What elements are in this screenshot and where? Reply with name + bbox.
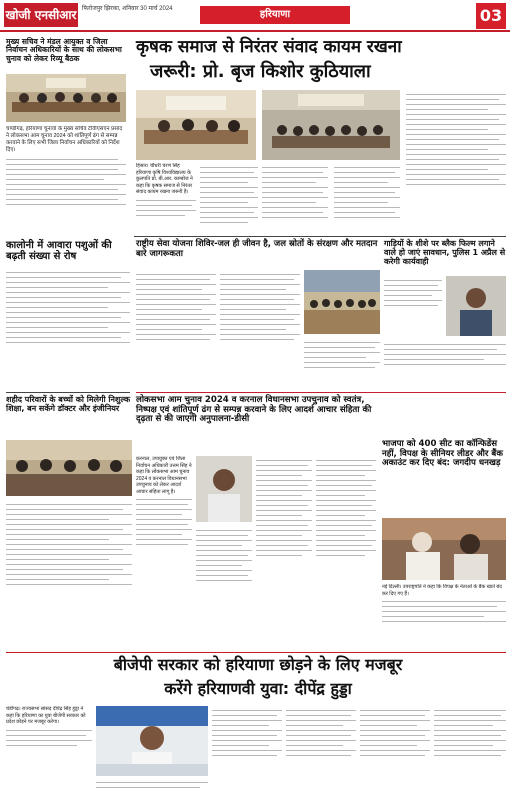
hooda-photo-graphic [96, 706, 208, 776]
photo-dhankhar [382, 518, 506, 580]
event-photo-graphic [136, 90, 256, 160]
column-election-b [196, 526, 252, 646]
page-number: 03 [476, 3, 506, 29]
kuthiala-lead: हिसार। चौधरी चरण सिंह हरियाणा कृषि विश्वविद्यालय के कुलपति प्रो. बी.आर. काम्बोज ने कहा कि कृषक समाज से निरंतर संवाद कायम रखना जरूरी है। [136, 163, 193, 195]
divider-bottom [6, 652, 506, 653]
dc-photo-graphic [196, 456, 252, 522]
column-nss-c [304, 338, 380, 390]
divider-mid-left [6, 392, 130, 393]
column-election-c [256, 456, 312, 646]
photo-kuthiala [136, 90, 256, 160]
photo-dc [196, 456, 252, 522]
column-hooda-c [212, 706, 282, 798]
divider-main [134, 236, 506, 237]
newspaper-logo: खोजी एनसीआर [4, 3, 78, 27]
column-hooda-b [96, 778, 208, 798]
column-vehicles-b [384, 340, 506, 390]
column-kuthiala-b [200, 163, 258, 233]
column-kuthiala-c [262, 163, 328, 233]
election-lead: करनाल, उपायुक्त एवं जिला निर्वाचन अधिकारी उत्तम सिंह ने कहा कि लोकसभा आम चुनाव 2024 व करनाल विधानसभा उपचुनाव को लेकर आदर्श आचार संहिता लागू है। [136, 456, 192, 495]
column-nss-a [136, 270, 216, 390]
column-nss-b [220, 270, 300, 390]
column-hooda-f [434, 706, 506, 798]
column-kuthiala-d [334, 163, 400, 233]
headline-main-line1: कृषक समाज से निरंतर संवाद कायम रखना [136, 37, 402, 57]
column-bjp400 [382, 584, 506, 650]
photo-event-right [262, 90, 400, 160]
event-right-photo-graphic [262, 90, 400, 160]
photo-nss [304, 270, 380, 334]
photo-vehicles [446, 276, 506, 336]
headline-election: लोकसभा आम चुनाव 2024 व करनाल विधानसभा उपचुनाव को स्वतंत्र, निष्पक्ष एवं शांतिपूर्ण ढंग से सम्पन्न करवाने के लिए आदर्श आचार संहिता की दृढ़ता से की जाएगी अनुपालना-डीसी [136, 395, 372, 425]
column-election-a [136, 456, 192, 646]
divider-election-top [136, 392, 506, 393]
column-colony [6, 268, 130, 388]
photo-review-meeting [6, 74, 126, 122]
headline-vehicles: गाड़ियों के शीशे पर ब्लैक फिल्म लगाने वाले हो जाएं सावधान, पुलिस 1 अप्रैल से करेगी कार्यवाही [384, 239, 506, 266]
section-label: हरियाणा [200, 6, 350, 24]
column-martyrs [6, 500, 132, 650]
column-hooda-d [286, 706, 356, 798]
nss-photo-graphic [304, 270, 380, 334]
headline-nss: राष्ट्रीय सेवा योजना शिविर-जल ही जीवन है, जल स्रोतों के संरक्षण और मतदान बारे जागरूकता [136, 239, 378, 259]
masthead [0, 0, 510, 32]
column-hooda-e [360, 706, 430, 798]
bjp400-lead: नई दिल्ली। उपराष्ट्रपति ने कहा कि विपक्ष के नेताओं के बैंक खाते बंद कर दिए गए हैं। [382, 584, 502, 597]
meeting-photo-graphic [6, 74, 126, 122]
headline-bjp400: भाजपा को 400 सीट का कॉन्फिडेंस नहीं, विपक्ष के सीनियर लीडर और बैंक अकाउंट कर दिए बंद: जगदीप धनखड़ [382, 439, 503, 469]
headline-main-line2: जरूरी: प्रो. बृज किशोर कुठियाला [150, 61, 371, 82]
photo-hooda [96, 706, 208, 776]
photo-martyrs [6, 440, 132, 496]
headline-bottom-line1: बीजेपी सरकार को हरियाणा छोड़ने के लिए मजबूर [113, 655, 403, 674]
hooda-lead: चंडीगढ़। राज्यसभा सांसद दीपेंद्र सिंह हुड्डा ने कहा कि हरियाणा का युवा बीजेपी सरकार को प्रदेश छोड़ने पर मजबूर करेगा। [6, 706, 86, 725]
column-vehicles-a [384, 276, 442, 336]
dateline: फिरोजपुर झिरका, शनिवार 30 मार्च 2024 [82, 6, 173, 12]
official-photo-graphic [446, 276, 506, 336]
headline-bottom-line2: करेंगे हरियाणवी युवा: दीपेंद्र हुड्डा [164, 679, 352, 698]
column-kuthiala-a [136, 163, 196, 233]
headline-review-meeting: मुख्य सचिव ने मंडल आयुक्त व जिला निर्वाचन अधिकारियों के साथ की लोकसभा चुनाव को लेकर रिव्यू बैठक [6, 37, 122, 63]
column-kuthiala-e [406, 90, 506, 234]
column-election-d [316, 456, 376, 646]
column-review-meeting [6, 126, 126, 236]
dhankhar-photo-graphic [382, 518, 506, 580]
headline-colony: कालोनी में आवारा पशुओं की बढ़ती संख्या से रोष [6, 240, 112, 263]
martyrs-photo-graphic [6, 440, 132, 496]
review-meeting-lead: चण्डीगढ़, हरियाणा चुनावों के मुख्य सचिव टीवीएसएन प्रसाद ने लोकसभा आम चुनाव 2024 को शांतिपूर्ण ढंग से सम्पन्न करवाने के लिए सभी जिला निर्वाचन अधिकारियों को निर्देश दिए। [6, 126, 123, 154]
headline-martyrs: शहीद परिवारों के बच्चों को मिलेगी निशुल्क शिक्षा, बन सकेंगे डॉक्टर और इंजीनियर [6, 395, 131, 413]
column-hooda-a [6, 706, 92, 798]
